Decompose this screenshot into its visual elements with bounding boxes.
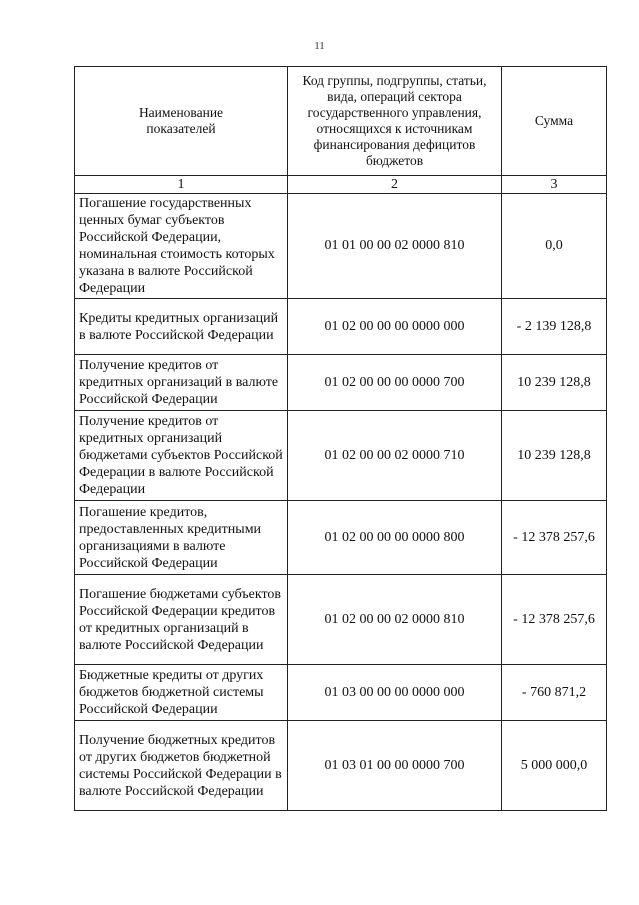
- amount: 0,0: [502, 194, 607, 299]
- amount: 10 239 128,8: [502, 411, 607, 501]
- column-number: 2: [288, 176, 502, 194]
- page-number: 11: [314, 40, 325, 52]
- table-header-row: [75, 67, 607, 176]
- indicator-name: Получение кредитов от кредитных организаций в валюте Российской Федерации: [75, 355, 288, 411]
- column-number: 3: [502, 176, 607, 194]
- classification-code: 01 02 00 00 02 0000 710: [288, 411, 502, 501]
- column-number-row: [75, 176, 607, 194]
- table-row: [75, 665, 607, 721]
- classification-code: 01 02 00 00 02 0000 810: [288, 575, 502, 665]
- column-number: 1: [75, 176, 288, 194]
- financing-sources-table: [74, 66, 607, 811]
- table-row: [75, 355, 607, 411]
- indicator-name: Кредиты кредитных организаций в валюте Российской Федерации: [75, 299, 288, 355]
- table-row: [75, 575, 607, 665]
- classification-code: 01 02 00 00 00 0000 000: [288, 299, 502, 355]
- classification-code: 01 02 00 00 00 0000 800: [288, 501, 502, 575]
- classification-code: 01 02 00 00 00 0000 700: [288, 355, 502, 411]
- indicator-name: Получение кредитов от кредитных организаций бюджетами субъектов Российской Федерации в валюте Российской Федерации: [75, 411, 288, 501]
- classification-code: 01 03 00 00 00 0000 000: [288, 665, 502, 721]
- table-row: [75, 194, 607, 299]
- classification-code: 01 03 01 00 00 0000 700: [288, 721, 502, 811]
- table-row: [75, 411, 607, 501]
- classification-code: 01 01 00 00 02 0000 810: [288, 194, 502, 299]
- table-row: [75, 501, 607, 575]
- header-indicator-name: Наименование показателей: [75, 67, 288, 176]
- amount: 5 000 000,0: [502, 721, 607, 811]
- header-classification-code: Код группы, подгруппы, статьи, вида, операций сектора государственного управления, относящихся к источникам финансирования дефицитов бюджетов: [288, 67, 502, 176]
- header-amount: Сумма: [502, 67, 607, 176]
- indicator-name: Погашение государственных ценных бумаг субъектов Российской Федерации, номинальная стоимость которых указана в валюте Российской Федерации: [75, 194, 288, 299]
- indicator-name: Получение бюджетных кредитов от других бюджетов бюджетной системы Российской Федерации в валюте Российской Федерации: [75, 721, 288, 811]
- table-row: [75, 299, 607, 355]
- indicator-name: Бюджетные кредиты от других бюджетов бюджетной системы Российской Федерации: [75, 665, 288, 721]
- amount: - 760 871,2: [502, 665, 607, 721]
- indicator-name: Погашение бюджетами субъектов Российской Федерации кредитов от кредитных организаций в валюте Российской Федерации: [75, 575, 288, 665]
- amount: - 12 378 257,6: [502, 501, 607, 575]
- table-row: [75, 721, 607, 811]
- amount: - 12 378 257,6: [502, 575, 607, 665]
- amount: - 2 139 128,8: [502, 299, 607, 355]
- amount: 10 239 128,8: [502, 355, 607, 411]
- indicator-name: Погашение кредитов, предоставленных кредитными организациями в валюте Российской Федерации: [75, 501, 288, 575]
